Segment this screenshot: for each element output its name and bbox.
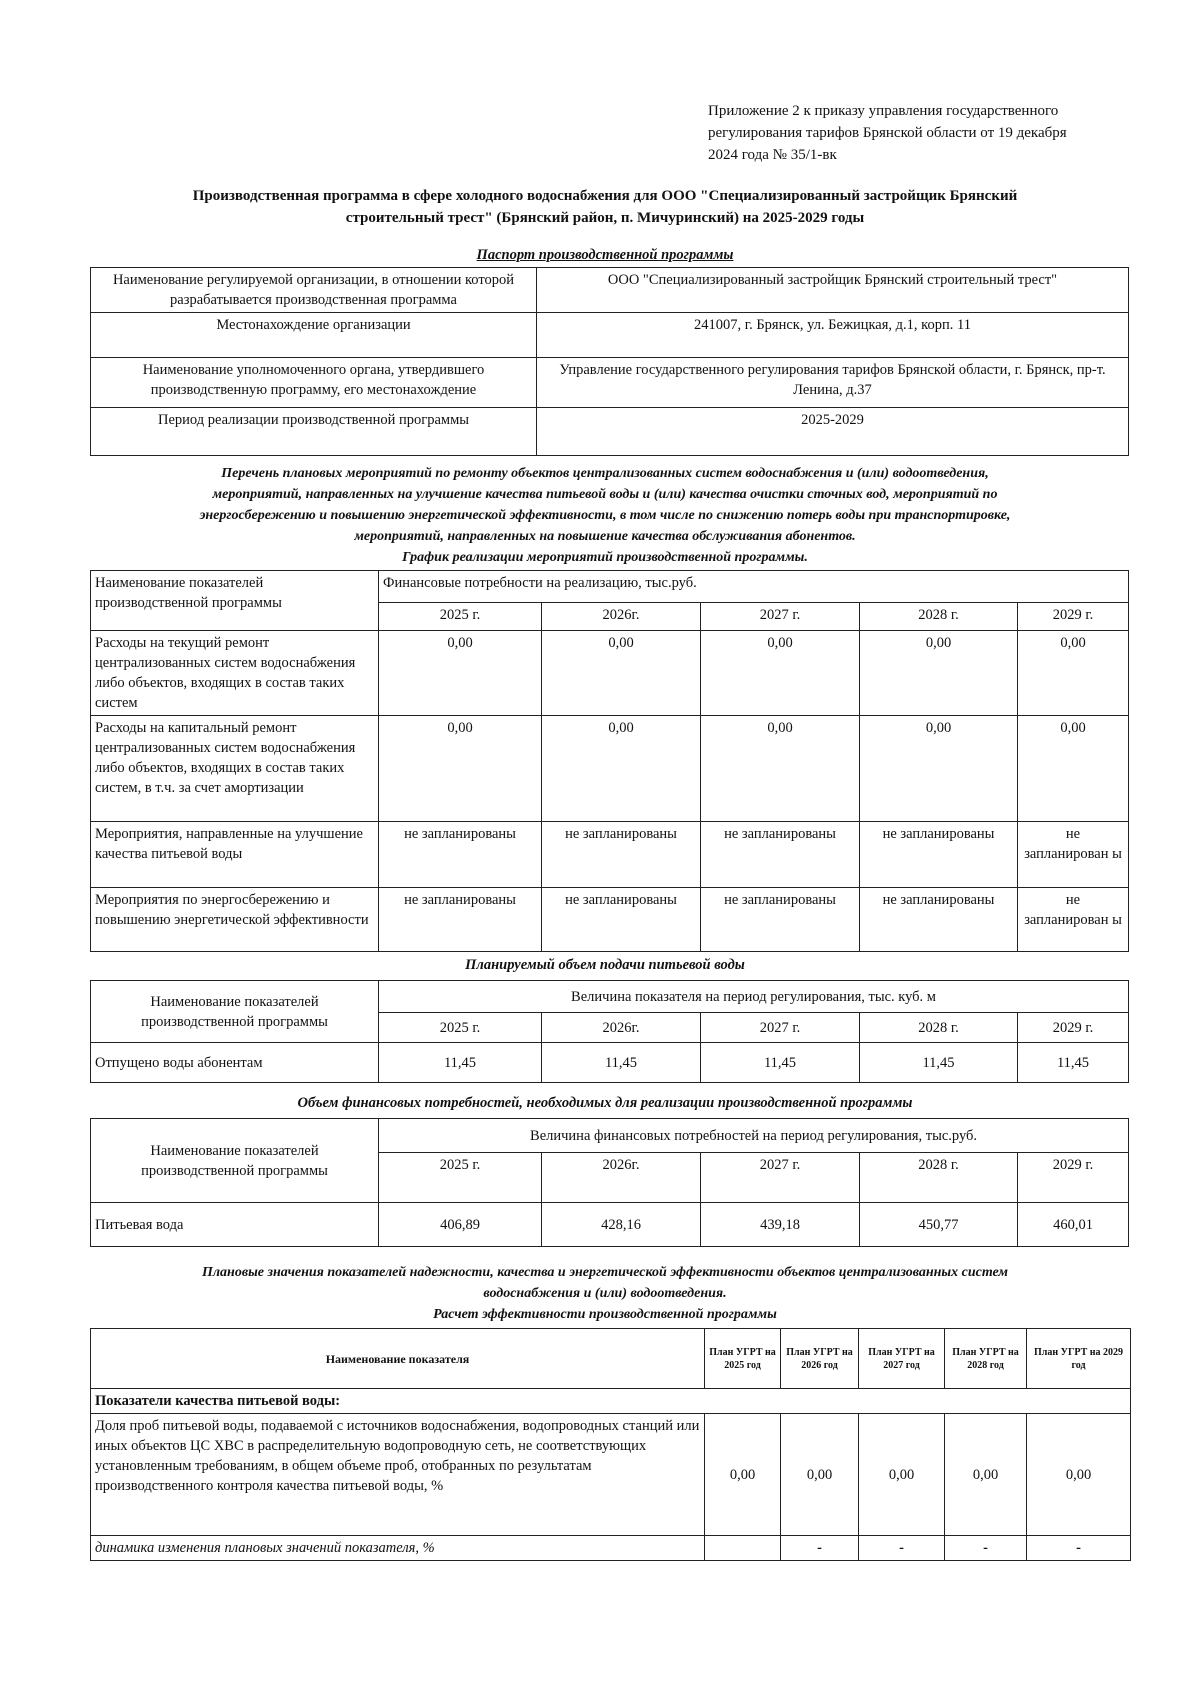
reliability-caption bbox=[85, 1262, 1125, 1325]
table-row bbox=[91, 1536, 1131, 1561]
passport-value: Управление государственного регулирования тарифов Брянской области, г. Брянск, пр-т. Ленина, д.37 bbox=[537, 358, 1129, 408]
cell-value: 0,00 bbox=[379, 716, 542, 822]
annex-line-2: регулирования тарифов Брянской области от 19 декабря bbox=[708, 125, 1067, 141]
measures-caption-line-1: Перечень плановых мероприятий по ремонту объектов централизованных систем водоснабжения и (или) водоотведения, bbox=[221, 466, 989, 481]
title-line-1: Производственная программа в сфере холодного водоснабжения для ООО "Специализированный застройщик Брянский bbox=[192, 188, 1018, 204]
supply-table bbox=[90, 980, 1129, 1083]
finance-header-value: Величина финансовых потребностей на период регулирования, тыс.руб. bbox=[379, 1119, 1129, 1153]
cell-value: 406,89 bbox=[379, 1203, 542, 1247]
annex-line-1: Приложение 2 к приказу управления государственного bbox=[708, 103, 1059, 119]
cell-value: 450,77 bbox=[860, 1203, 1018, 1247]
title-line-2: строительный трест" (Брянский район, п. Мичуринский) на 2025-2029 годы bbox=[345, 210, 865, 226]
cell-value: не запланирован ы bbox=[1018, 822, 1129, 888]
table-row bbox=[91, 1414, 1131, 1536]
row-name: динамика изменения плановых значений показателя, % bbox=[91, 1536, 705, 1561]
cell-value: 0,00 bbox=[945, 1414, 1027, 1536]
cell-value: 0,00 bbox=[1018, 716, 1129, 822]
cell-value: не запланированы bbox=[379, 822, 542, 888]
passport-caption: Паспорт производственной программы bbox=[476, 247, 734, 263]
year-header: 2026г. bbox=[542, 603, 701, 631]
year-header: 2029 г. bbox=[1018, 1013, 1129, 1043]
cell-value: 0,00 bbox=[701, 716, 860, 822]
passport-value: ООО "Специализированный застройщик Брянский строительный трест" bbox=[537, 268, 1129, 313]
document-title bbox=[85, 185, 1125, 229]
cell-value: не запланированы bbox=[542, 888, 701, 952]
row-name: Мероприятия по энергосбережению и повышению энергетической эффективности bbox=[91, 888, 379, 952]
cell-value: не запланированы bbox=[701, 822, 860, 888]
year-header: 2028 г. bbox=[860, 603, 1018, 631]
cell-value: 0,00 bbox=[860, 631, 1018, 716]
row-name: Расходы на текущий ремонт централизованных систем водоснабжения либо объектов, входящих в состав таких систем bbox=[91, 631, 379, 716]
measures-caption-line-3: энергосбережению и повышению энергетической эффективности, в том числе по снижению потерь воды при транспортировке, bbox=[199, 508, 1011, 523]
passport-table bbox=[90, 267, 1129, 456]
cell-value: 11,45 bbox=[860, 1043, 1018, 1083]
supply-header-name: Наименование показателей производственной программы bbox=[91, 981, 379, 1043]
table-row bbox=[91, 631, 1129, 716]
annex-line-3: 2024 года № 35/1-вк bbox=[708, 147, 837, 163]
year-header: 2025 г. bbox=[379, 603, 542, 631]
measures-subcaption: График реализации мероприятий производственной программы. bbox=[402, 550, 808, 565]
year-header: 2028 г. bbox=[860, 1153, 1018, 1203]
measures-table bbox=[90, 570, 1129, 952]
cell-value: 0,00 bbox=[379, 631, 542, 716]
reliability-header-name: Наименование показателя bbox=[91, 1329, 705, 1389]
passport-label: Период реализации производственной программы bbox=[91, 408, 537, 456]
year-header: 2027 г. bbox=[701, 1013, 860, 1043]
plan-year-header: План УГРТ на 2028 год bbox=[945, 1329, 1027, 1389]
table-row bbox=[91, 1203, 1129, 1247]
cell-value: не запланирован ы bbox=[1018, 888, 1129, 952]
supply-caption: Планируемый объем подачи питьевой воды bbox=[465, 957, 745, 973]
cell-value: 11,45 bbox=[379, 1043, 542, 1083]
supply-header-value: Величина показателя на период регулирования, тыс. куб. м bbox=[379, 981, 1129, 1013]
row-name: Мероприятия, направленные на улучшение качества питьевой воды bbox=[91, 822, 379, 888]
cell-value: 0,00 bbox=[1018, 631, 1129, 716]
cell-value: 428,16 bbox=[542, 1203, 701, 1247]
reliability-subcaption: Расчет эффективности производственной программы bbox=[433, 1307, 777, 1322]
cell-value: - bbox=[859, 1536, 945, 1561]
cell-value: - bbox=[945, 1536, 1027, 1561]
cell-value: не запланированы bbox=[860, 888, 1018, 952]
table-row bbox=[91, 716, 1129, 822]
plan-year-header: План УГРТ на 2027 год bbox=[859, 1329, 945, 1389]
year-header: 2027 г. bbox=[701, 603, 860, 631]
reliability-table bbox=[90, 1328, 1131, 1561]
year-header: 2029 г. bbox=[1018, 1153, 1129, 1203]
table-row bbox=[91, 822, 1129, 888]
cell-value: 0,00 bbox=[542, 631, 701, 716]
measures-header-fin: Финансовые потребности на реализацию, тыс.руб. bbox=[379, 571, 1129, 603]
measures-caption-line-4: мероприятий, направленных на повышение качества обслуживания абонентов. bbox=[354, 529, 856, 544]
measures-header-name: Наименование показателей производственной программы bbox=[91, 571, 379, 631]
cell-value: 0,00 bbox=[705, 1414, 781, 1536]
cell-value: 0,00 bbox=[781, 1414, 859, 1536]
cell-value bbox=[705, 1536, 781, 1561]
year-header: 2025 г. bbox=[379, 1013, 542, 1043]
annex-note bbox=[708, 100, 1128, 166]
cell-value: 0,00 bbox=[701, 631, 860, 716]
finance-header-name: Наименование показателей производственной программы bbox=[91, 1119, 379, 1203]
year-header: 2025 г. bbox=[379, 1153, 542, 1203]
cell-value: не запланированы bbox=[860, 822, 1018, 888]
cell-value: не запланированы bbox=[379, 888, 542, 952]
year-header: 2029 г. bbox=[1018, 603, 1129, 631]
cell-value: 0,00 bbox=[1027, 1414, 1131, 1536]
reliability-caption-line-1: Плановые значения показателей надежности, качества и энергетической эффективности объектов централизованных систем bbox=[201, 1265, 1009, 1280]
cell-value: - bbox=[781, 1536, 859, 1561]
cell-value: 460,01 bbox=[1018, 1203, 1129, 1247]
cell-value: 11,45 bbox=[542, 1043, 701, 1083]
cell-value: 0,00 bbox=[860, 716, 1018, 822]
table-row bbox=[91, 888, 1129, 952]
finance-caption: Объем финансовых потребностей, необходимых для реализации производственной программы bbox=[297, 1095, 913, 1111]
cell-value: 11,45 bbox=[1018, 1043, 1129, 1083]
plan-year-header: План УГРТ на 2026 год bbox=[781, 1329, 859, 1389]
year-header: 2026г. bbox=[542, 1153, 701, 1203]
cell-value: не запланированы bbox=[701, 888, 860, 952]
year-header: 2027 г. bbox=[701, 1153, 860, 1203]
section-heading: Показатели качества питьевой воды: bbox=[91, 1389, 1131, 1414]
cell-value: - bbox=[1027, 1536, 1131, 1561]
finance-table bbox=[90, 1118, 1129, 1247]
year-header: 2028 г. bbox=[860, 1013, 1018, 1043]
passport-label: Наименование уполномоченного органа, утвердившего производственную программу, его местонахождение bbox=[91, 358, 537, 408]
measures-caption bbox=[85, 463, 1125, 568]
passport-label: Местонахождение организации bbox=[91, 313, 537, 358]
row-name: Питьевая вода bbox=[91, 1203, 379, 1247]
cell-value: 439,18 bbox=[701, 1203, 860, 1247]
passport-value: 2025-2029 bbox=[537, 408, 1129, 456]
passport-label: Наименование регулируемой организации, в отношении которой разрабатывается производственная программа bbox=[91, 268, 537, 313]
plan-year-header: План УГРТ на 2025 год bbox=[705, 1329, 781, 1389]
cell-value: 0,00 bbox=[859, 1414, 945, 1536]
measures-caption-line-2: мероприятий, направленных на улучшение качества питьевой воды и (или) качества очистки сточных вод, мероприятий по bbox=[212, 487, 998, 502]
reliability-caption-line-2: водоснабжения и (или) водоотведения. bbox=[483, 1286, 727, 1301]
row-name: Расходы на капитальный ремонт централизованных систем водоснабжения либо объектов, входящих в состав таких систем, в т.ч. за счет амортизации bbox=[91, 716, 379, 822]
year-header: 2026г. bbox=[542, 1013, 701, 1043]
plan-year-header: План УГРТ на 2029 год bbox=[1027, 1329, 1131, 1389]
row-name: Доля проб питьевой воды, подаваемой с источников водоснабжения, водопроводных станций или иных объектов ЦС ХВС в распределительную водопроводную сеть, не соответствующих установленным требованиям, в общем объеме проб, отобранных по результатам производственного контроля качества питьевой воды, % bbox=[91, 1414, 705, 1536]
cell-value: не запланированы bbox=[542, 822, 701, 888]
cell-value: 0,00 bbox=[542, 716, 701, 822]
passport-value: 241007, г. Брянск, ул. Бежицкая, д.1, корп. 11 bbox=[537, 313, 1129, 358]
cell-value: 11,45 bbox=[701, 1043, 860, 1083]
table-row bbox=[91, 1043, 1129, 1083]
row-name: Отпущено воды абонентам bbox=[91, 1043, 379, 1083]
